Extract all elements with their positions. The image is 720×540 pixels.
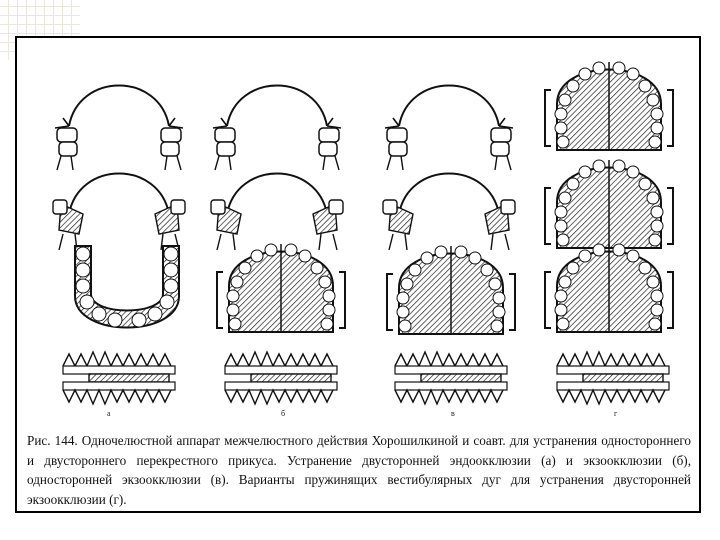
panel-a-frontal-view <box>55 86 183 171</box>
panel-v-lateral-view <box>395 352 507 404</box>
panel-g-occlusal-view-3 <box>545 244 673 332</box>
figure-frame <box>15 36 701 513</box>
panel-a-frontal-appliance <box>53 174 185 251</box>
panel-label-g: г <box>614 409 618 418</box>
panel-b-lateral-view <box>225 352 337 404</box>
panel-a-occlusal-view <box>75 246 179 328</box>
panel-b-occlusal-view <box>217 244 345 332</box>
figure-caption: Рис. 144. Одночелюстной аппарат межчелюстного действия Хорошилкиной и соавт. для устранения одностороннего и двустороннего перекрестного прикуса. Устранение двусторонней эндоокклюзии (а) и экзоокклюзии (б), односторонней экзоокклюзии (в). Варианты пружинящих вестибулярных дуг для устранения двусторонней экзоокклюзии (г). <box>27 433 691 507</box>
panel-v-frontal-view <box>385 86 513 171</box>
panel-v-frontal-appliance <box>383 174 515 251</box>
dental-appliance-figure <box>17 38 699 418</box>
panel-label-v: в <box>451 409 455 418</box>
panel-a-lateral-view <box>63 352 175 404</box>
panel-b-frontal-appliance <box>211 174 343 251</box>
panel-g-occlusal-view-2 <box>545 160 673 248</box>
panel-g-occlusal-view-1 <box>545 62 673 150</box>
panel-label-b: б <box>281 409 286 418</box>
panel-b-frontal-view <box>213 86 341 171</box>
panel-label-a: а <box>107 409 111 418</box>
panel-g-lateral-view <box>557 352 669 404</box>
panel-v-occlusal-view <box>387 246 515 334</box>
